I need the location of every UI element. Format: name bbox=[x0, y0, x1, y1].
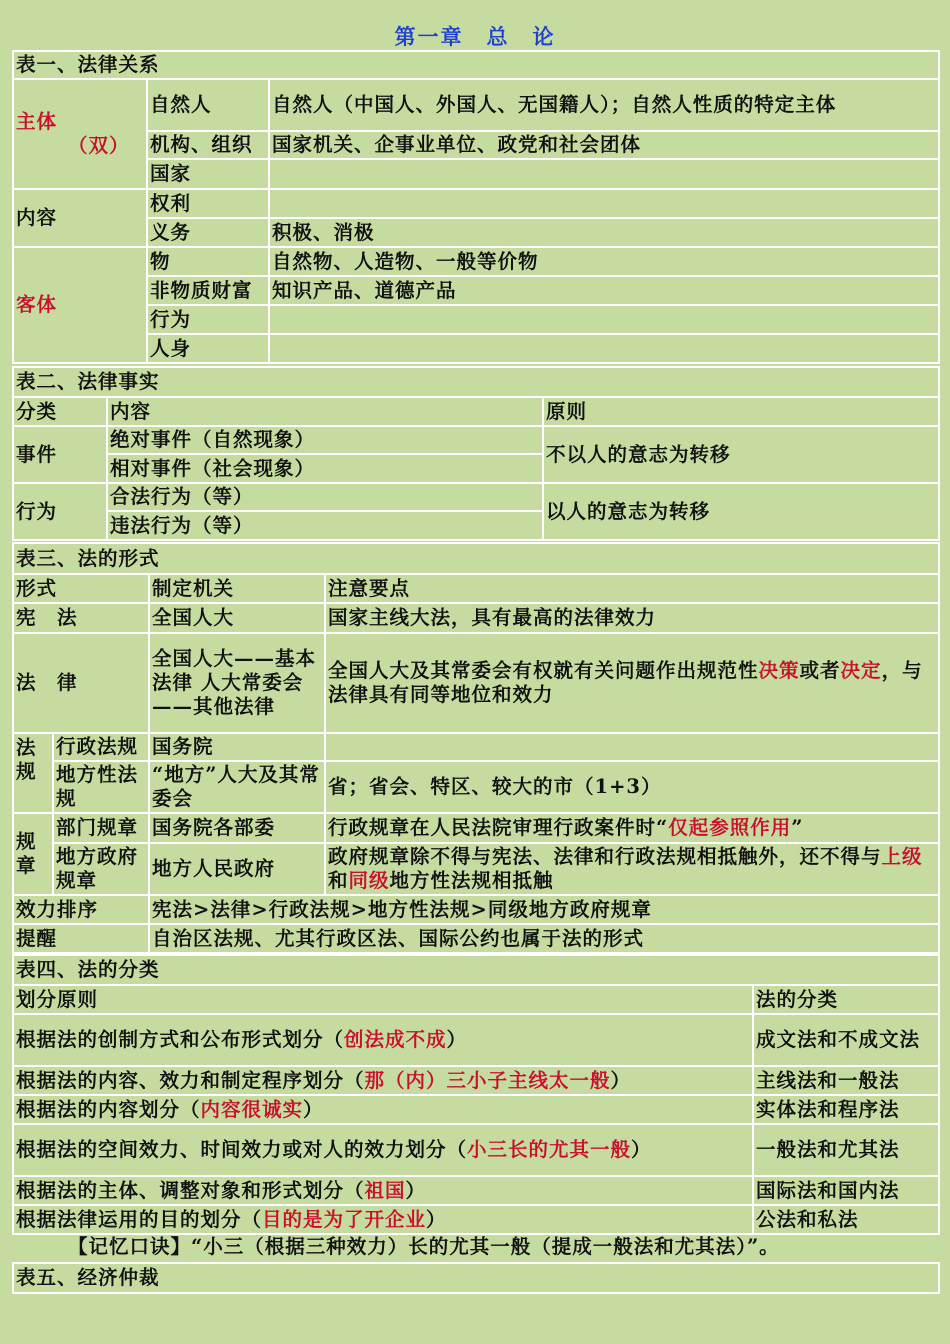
law-class: 公法和私法 bbox=[753, 1205, 939, 1234]
natural-person-cell: 自然人 bbox=[147, 79, 269, 131]
rule-label: 规章 bbox=[13, 813, 53, 895]
table-row bbox=[13, 1205, 939, 1234]
table-row bbox=[13, 1095, 939, 1124]
event-relative: 相对事件（社会现象） bbox=[107, 454, 543, 483]
table4-title: 表四、法的分类 bbox=[13, 955, 939, 985]
behavior-cell: 行为 bbox=[147, 305, 269, 334]
thing-cell: 物 bbox=[147, 247, 269, 276]
nonmaterial-desc: 知识产品、道德产品 bbox=[269, 276, 939, 305]
table-legal-facts bbox=[12, 366, 940, 541]
mnemonic-line: 【记忆口诀】“小三（根据三种效力）长的尤其一般（提成一般法和尤其法）”。 bbox=[68, 1235, 780, 1258]
local-gov-rule-note-superior: 上级 bbox=[881, 845, 923, 868]
natural-person-desc: 自然人（中国人、外国人、无国籍人）；自然人性质的特定主体 bbox=[269, 79, 939, 131]
dept-rule-cell: 部门规章 bbox=[53, 813, 149, 843]
admin-reg-cell: 行政法规 bbox=[53, 733, 149, 761]
act-legal: 合法行为（等） bbox=[107, 483, 543, 511]
act-principle: 以人的意志为转移 bbox=[543, 483, 939, 540]
org-cell: 机构、组织 bbox=[147, 131, 269, 159]
table2-title: 表二、法律事实 bbox=[13, 367, 939, 397]
regulation-label: 法规 bbox=[13, 733, 53, 813]
local-gov-rule-note bbox=[325, 843, 939, 895]
division-principle bbox=[13, 1014, 753, 1066]
local-gov-rule-cell: 地方政府规章 bbox=[53, 843, 149, 895]
table-economic-arbitration bbox=[12, 1262, 940, 1294]
table-law-classification bbox=[12, 954, 940, 1235]
nonmaterial-cell: 非物质财富 bbox=[147, 276, 269, 305]
subject-label bbox=[13, 79, 147, 189]
col-class: 分类 bbox=[13, 397, 107, 426]
principle-mnemonic: 那（内）三小子主线太一般 bbox=[364, 1068, 611, 1092]
principle-close: ） bbox=[426, 1207, 447, 1231]
principle-mnemonic: 创法成不成 bbox=[344, 1028, 447, 1051]
law-cell: 法 律 bbox=[13, 633, 149, 733]
principle-text: 根据法的空间效力、时间效力或对人的效力划分（ bbox=[16, 1138, 468, 1161]
col-notes: 注意要点 bbox=[325, 574, 939, 603]
event-principle: 不以人的意志为转移 bbox=[543, 426, 939, 483]
col-content: 内容 bbox=[107, 397, 543, 426]
law-class: 成文法和不成文法 bbox=[753, 1014, 939, 1066]
event-cell: 事件 bbox=[13, 426, 107, 483]
duty-desc: 积极、消极 bbox=[269, 218, 939, 247]
division-principle bbox=[13, 1205, 753, 1234]
principle-mnemonic: 祖国 bbox=[364, 1178, 406, 1202]
principle-text: 根据法的创制方式和公布形式划分（ bbox=[16, 1028, 345, 1051]
local-reg-note: 省；省会、特区、较大的市（1+3） bbox=[325, 761, 939, 813]
constitution-note: 国家主线大法，具有最高的法律效力 bbox=[325, 603, 939, 633]
dept-rule-note-reference: 仅起参照作用 bbox=[668, 816, 792, 839]
col-organ: 制定机关 bbox=[149, 574, 325, 603]
principle-close: ） bbox=[446, 1028, 468, 1051]
principle-mnemonic: 目的是为了开企业 bbox=[262, 1207, 427, 1231]
table-row bbox=[13, 1014, 939, 1066]
state-cell: 国家 bbox=[147, 159, 269, 189]
table1-title: 表一、法律关系 bbox=[13, 51, 939, 79]
law-note-determination: 决定 bbox=[840, 659, 882, 682]
local-gov-rule-organ: 地方人民政府 bbox=[149, 843, 325, 895]
act-illegal: 违法行为（等） bbox=[107, 511, 543, 540]
law-organ: 全国人大——基本法律 人大常委会——其他法律 bbox=[149, 633, 325, 733]
dept-rule-note bbox=[325, 813, 939, 843]
effect-order-value: 宪法>法律>行政法规>地方性法规>同级地方政府规章 bbox=[149, 895, 939, 924]
content-label: 内容 bbox=[13, 189, 147, 247]
state-desc bbox=[269, 159, 939, 189]
law-note bbox=[325, 633, 939, 733]
event-absolute: 绝对事件（自然现象） bbox=[107, 426, 543, 454]
admin-reg-note bbox=[325, 733, 939, 761]
rights-desc bbox=[269, 189, 939, 218]
division-principle bbox=[13, 1124, 753, 1176]
principle-close: ） bbox=[303, 1097, 324, 1121]
dept-rule-organ: 国务院各部委 bbox=[149, 813, 325, 843]
principle-text: 根据法律运用的目的划分（ bbox=[16, 1207, 263, 1231]
division-principle bbox=[13, 1066, 753, 1095]
reminder-label: 提醒 bbox=[13, 924, 149, 953]
behavior-desc bbox=[269, 305, 939, 334]
principle-close: ） bbox=[610, 1068, 632, 1092]
law-class: 一般法和尤其法 bbox=[753, 1124, 939, 1176]
law-note-decision: 决策 bbox=[758, 659, 800, 682]
principle-text: 根据法的内容划分（ bbox=[16, 1097, 201, 1121]
duty-cell: 义务 bbox=[147, 218, 269, 247]
law-note-a: 全国人大及其常委会有权就有关问题作出规范性 bbox=[328, 659, 759, 682]
table-law-forms bbox=[12, 542, 940, 954]
rights-cell: 权利 bbox=[147, 189, 269, 218]
table-row bbox=[13, 1066, 939, 1095]
dept-rule-note-b: ” bbox=[791, 816, 804, 839]
chapter-title: 第一章 总 论 bbox=[394, 24, 556, 49]
reminder-value: 自治区法规、尤其行政区法、国际公约也属于法的形式 bbox=[149, 924, 939, 953]
law-class: 实体法和程序法 bbox=[753, 1095, 939, 1124]
law-class: 主线法和一般法 bbox=[753, 1066, 939, 1095]
local-gov-rule-note-same-level: 同级 bbox=[348, 869, 390, 892]
col-division-principle: 划分原则 bbox=[13, 985, 753, 1014]
principle-mnemonic: 小三长的尤其一般 bbox=[467, 1138, 632, 1161]
principle-mnemonic: 内容很诚实 bbox=[200, 1097, 304, 1121]
principle-close: ） bbox=[631, 1138, 652, 1161]
constitution-cell: 宪 法 bbox=[13, 603, 149, 633]
object-label: 客体 bbox=[13, 247, 147, 363]
person-desc bbox=[269, 334, 939, 363]
table-legal-relation bbox=[12, 50, 940, 364]
local-reg-cell: 地方性法规 bbox=[53, 761, 149, 813]
table3-title: 表三、法的形式 bbox=[13, 543, 939, 574]
thing-desc: 自然物、人造物、一般等价物 bbox=[269, 247, 939, 276]
principle-close: ） bbox=[405, 1178, 427, 1202]
constitution-organ: 全国人大 bbox=[149, 603, 325, 633]
admin-reg-organ: 国务院 bbox=[149, 733, 325, 761]
law-note-c: ，与法律具有同等地位和效力 bbox=[328, 659, 923, 706]
org-desc: 国家机关、企事业单位、政党和社会团体 bbox=[269, 131, 939, 159]
col-principle: 原则 bbox=[543, 397, 939, 426]
law-note-b: 或者 bbox=[799, 659, 841, 682]
table-row bbox=[13, 1176, 939, 1205]
col-form: 形式 bbox=[13, 574, 149, 603]
principle-text: 根据法的主体、调整对象和形式划分（ bbox=[16, 1178, 365, 1202]
table5-title: 表五、经济仲裁 bbox=[13, 1263, 939, 1293]
division-principle bbox=[13, 1095, 753, 1124]
effect-order-label: 效力排序 bbox=[13, 895, 149, 924]
dept-rule-note-a: 行政规章在人民法院审理行政案件时“ bbox=[328, 816, 669, 839]
table-row bbox=[13, 1124, 939, 1176]
local-reg-organ: “地方”人大及其常委会 bbox=[149, 761, 325, 813]
person-cell: 人身 bbox=[147, 334, 269, 363]
act-cell: 行为 bbox=[13, 483, 107, 540]
division-principle bbox=[13, 1176, 753, 1205]
law-class: 国际法和国内法 bbox=[753, 1176, 939, 1205]
local-gov-rule-note-c: 地方性法规相抵触 bbox=[389, 869, 554, 892]
principle-text: 根据法的内容、效力和制定程序划分（ bbox=[16, 1068, 365, 1092]
local-gov-rule-note-b: 和 bbox=[328, 869, 349, 892]
col-law-class: 法的分类 bbox=[753, 985, 939, 1014]
local-gov-rule-note-a: 政府规章除不得与宪法、法律和行政法规相抵触外，还不得与 bbox=[328, 845, 882, 868]
subject-label-dual: （双） bbox=[68, 134, 130, 157]
subject-label-main: 主体 bbox=[16, 110, 58, 133]
